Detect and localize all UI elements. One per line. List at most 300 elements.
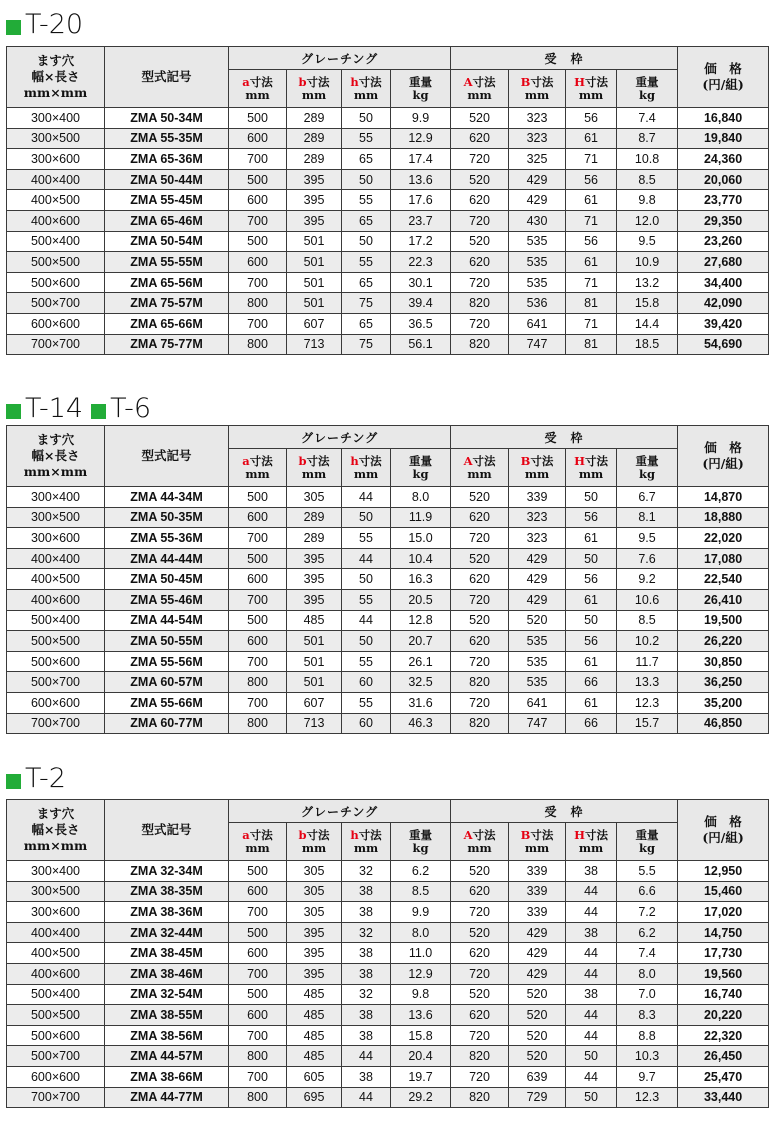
cell-frame-h: 66 [566,672,617,693]
cell-hole-size: 400×500 [7,190,105,211]
cell-frame-h: 44 [566,943,617,964]
cell-model-code: ZMA 50-55M [105,631,229,652]
cell-grating-weight: 9.9 [391,108,451,129]
cell-frame-h: 50 [566,548,617,569]
cell-grating-a: 500 [229,548,287,569]
cell-frame-b: 339 [509,881,566,902]
cell-hole-size: 500×500 [7,631,105,652]
cell-price: 36,250 [678,672,769,693]
cell-hole-size: 400×400 [7,548,105,569]
header-hole-size: ます穴 幅×長さ mm×mm [7,47,105,108]
cell-frame-a: 620 [451,128,509,149]
table-row [7,252,769,273]
cell-hole-size: 300×600 [7,528,105,549]
cell-grating-h: 44 [342,487,391,508]
load-class-title: T-14 [25,393,84,424]
cell-hole-size: 400×600 [7,589,105,610]
cell-grating-a: 700 [229,651,287,672]
cell-grating-weight: 12.9 [391,963,451,984]
cell-frame-h: 71 [566,272,617,293]
cell-grating-h: 44 [342,1087,391,1108]
cell-frame-b: 535 [509,272,566,293]
cell-model-code: ZMA 38-46M [105,963,229,984]
cell-grating-weight: 22.3 [391,252,451,273]
cell-frame-weight: 6.6 [617,881,678,902]
table-row [7,692,769,713]
cell-frame-b: 641 [509,692,566,713]
cell-grating-b: 501 [287,252,342,273]
table-row [7,1087,769,1108]
header-model-code: 型式記号 [105,47,229,108]
cell-price: 19,560 [678,963,769,984]
cell-frame-weight: 9.5 [617,231,678,252]
cell-grating-b: 305 [287,861,342,882]
cell-grating-b: 605 [287,1066,342,1087]
cell-grating-h: 38 [342,1025,391,1046]
cell-frame-a: 620 [451,1005,509,1026]
cell-price: 23,770 [678,190,769,211]
cell-grating-h: 55 [342,692,391,713]
cell-grating-a: 700 [229,589,287,610]
load-class-title: T-20 [25,9,84,40]
cell-price: 23,260 [678,231,769,252]
cell-frame-b: 430 [509,210,566,231]
cell-grating-weight: 8.0 [391,487,451,508]
cell-model-code: ZMA 55-36M [105,528,229,549]
table-row [7,589,769,610]
header-weight: 重量 kg [617,449,678,487]
cell-frame-h: 44 [566,1025,617,1046]
cell-grating-weight: 13.6 [391,169,451,190]
cell-frame-b: 535 [509,631,566,652]
cell-grating-a: 700 [229,1025,287,1046]
cell-model-code: ZMA 38-35M [105,881,229,902]
table-row [7,210,769,231]
cell-frame-a: 520 [451,861,509,882]
cell-hole-size: 300×600 [7,149,105,170]
cell-hole-size: 400×500 [7,569,105,590]
cell-frame-weight: 10.2 [617,631,678,652]
cell-frame-a: 620 [451,190,509,211]
cell-price: 20,220 [678,1005,769,1026]
table-row [7,713,769,734]
cell-price: 26,450 [678,1046,769,1067]
cell-frame-b: 323 [509,507,566,528]
cell-frame-weight: 8.3 [617,1005,678,1026]
cell-frame-a: 720 [451,528,509,549]
header-B-dim: B寸法 mm [509,449,566,487]
cell-grating-b: 395 [287,190,342,211]
cell-frame-b: 429 [509,569,566,590]
cell-frame-weight: 10.6 [617,589,678,610]
cell-frame-h: 81 [566,293,617,314]
cell-price: 27,680 [678,252,769,273]
cell-hole-size: 600×600 [7,313,105,334]
cell-hole-size: 400×500 [7,943,105,964]
cell-frame-b: 339 [509,487,566,508]
cell-hole-size: 300×500 [7,507,105,528]
cell-frame-weight: 8.5 [617,610,678,631]
table-row [7,507,769,528]
cell-grating-a: 600 [229,507,287,528]
cell-price: 17,080 [678,548,769,569]
cell-frame-h: 44 [566,1005,617,1026]
cell-frame-a: 520 [451,610,509,631]
cell-frame-b: 339 [509,902,566,923]
cell-grating-weight: 17.2 [391,231,451,252]
cell-grating-h: 44 [342,610,391,631]
cell-grating-a: 600 [229,881,287,902]
header-frame: 受 枠 [451,47,678,70]
cell-frame-h: 50 [566,610,617,631]
cell-frame-a: 520 [451,487,509,508]
cell-grating-b: 289 [287,149,342,170]
cell-frame-a: 620 [451,507,509,528]
cell-frame-h: 38 [566,922,617,943]
cell-grating-weight: 32.5 [391,672,451,693]
cell-grating-h: 65 [342,210,391,231]
cell-grating-b: 395 [287,569,342,590]
cell-frame-a: 720 [451,692,509,713]
cell-model-code: ZMA 44-77M [105,1087,229,1108]
cell-grating-h: 50 [342,169,391,190]
header-weight: 重量 kg [391,449,451,487]
cell-frame-weight: 7.0 [617,984,678,1005]
cell-frame-weight: 13.3 [617,672,678,693]
cell-model-code: ZMA 44-54M [105,610,229,631]
cell-frame-weight: 8.5 [617,169,678,190]
cell-grating-a: 500 [229,108,287,129]
table-row [7,334,769,355]
cell-grating-b: 289 [287,128,342,149]
cell-frame-weight: 8.0 [617,963,678,984]
cell-frame-weight: 7.6 [617,548,678,569]
cell-grating-h: 65 [342,313,391,334]
header-grating: グレーチング [229,47,451,70]
cell-grating-a: 500 [229,861,287,882]
cell-price: 39,420 [678,313,769,334]
cell-frame-weight: 12.3 [617,692,678,713]
cell-frame-b: 520 [509,1025,566,1046]
table-row [7,293,769,314]
cell-frame-weight: 10.8 [617,149,678,170]
cell-grating-b: 395 [287,589,342,610]
cell-frame-b: 747 [509,713,566,734]
cell-grating-b: 607 [287,313,342,334]
cell-grating-weight: 8.5 [391,881,451,902]
cell-frame-a: 720 [451,210,509,231]
cell-grating-b: 395 [287,210,342,231]
cell-grating-a: 600 [229,569,287,590]
cell-frame-h: 61 [566,190,617,211]
cell-price: 54,690 [678,334,769,355]
table-row [7,1025,769,1046]
cell-frame-h: 50 [566,487,617,508]
cell-grating-a: 500 [229,610,287,631]
cell-grating-weight: 9.9 [391,902,451,923]
cell-frame-b: 429 [509,169,566,190]
cell-model-code: ZMA 32-34M [105,861,229,882]
table-row [7,651,769,672]
cell-frame-h: 61 [566,692,617,713]
cell-frame-weight: 12.3 [617,1087,678,1108]
cell-frame-h: 56 [566,108,617,129]
cell-grating-weight: 11.9 [391,507,451,528]
table-row [7,861,769,882]
cell-grating-b: 395 [287,943,342,964]
cell-grating-h: 50 [342,569,391,590]
cell-model-code: ZMA 50-45M [105,569,229,590]
cell-model-code: ZMA 55-35M [105,128,229,149]
cell-frame-weight: 8.8 [617,1025,678,1046]
cell-grating-weight: 20.4 [391,1046,451,1067]
cell-grating-b: 395 [287,922,342,943]
cell-price: 15,460 [678,881,769,902]
cell-frame-a: 820 [451,334,509,355]
cell-model-code: ZMA 60-57M [105,672,229,693]
cell-grating-h: 38 [342,881,391,902]
table-row [7,569,769,590]
cell-model-code: ZMA 50-44M [105,169,229,190]
cell-frame-b: 325 [509,149,566,170]
cell-price: 20,060 [678,169,769,190]
header-H-dim: H寸法 mm [566,449,617,487]
header-h-dim: h寸法 mm [342,823,391,861]
cell-frame-h: 71 [566,313,617,334]
cell-frame-b: 429 [509,589,566,610]
header-grating: グレーチング [229,800,451,823]
cell-frame-h: 56 [566,631,617,652]
cell-hole-size: 400×400 [7,169,105,190]
cell-hole-size: 400×600 [7,963,105,984]
cell-frame-a: 520 [451,108,509,129]
cell-grating-b: 501 [287,631,342,652]
table-row [7,231,769,252]
cell-frame-weight: 6.2 [617,922,678,943]
header-A-dim: A寸法 mm [451,823,509,861]
cell-grating-h: 32 [342,922,391,943]
cell-frame-b: 535 [509,252,566,273]
table-row [7,943,769,964]
cell-grating-a: 500 [229,922,287,943]
cell-grating-b: 501 [287,293,342,314]
cell-frame-a: 620 [451,252,509,273]
section-title [6,758,74,794]
cell-grating-b: 289 [287,507,342,528]
spec-table [6,46,769,355]
cell-model-code: ZMA 38-56M [105,1025,229,1046]
cell-hole-size: 300×400 [7,108,105,129]
cell-model-code: ZMA 44-57M [105,1046,229,1067]
table-row [7,922,769,943]
cell-grating-a: 800 [229,1046,287,1067]
cell-frame-b: 323 [509,528,566,549]
cell-grating-h: 38 [342,902,391,923]
cell-grating-b: 395 [287,169,342,190]
header-B-dim: B寸法 mm [509,70,566,108]
cell-grating-weight: 12.9 [391,128,451,149]
cell-frame-b: 535 [509,231,566,252]
header-grating: グレーチング [229,426,451,449]
cell-grating-h: 44 [342,548,391,569]
section-title [6,4,91,40]
cell-grating-weight: 23.7 [391,210,451,231]
cell-price: 29,350 [678,210,769,231]
cell-grating-a: 800 [229,334,287,355]
cell-frame-a: 720 [451,589,509,610]
header-A-dim: A寸法 mm [451,449,509,487]
cell-grating-weight: 17.4 [391,149,451,170]
cell-hole-size: 500×700 [7,293,105,314]
table-row [7,128,769,149]
cell-frame-b: 323 [509,128,566,149]
cell-frame-a: 620 [451,943,509,964]
cell-frame-weight: 10.9 [617,252,678,273]
table-row [7,1046,769,1067]
cell-frame-weight: 15.7 [617,713,678,734]
cell-frame-a: 520 [451,169,509,190]
cell-frame-h: 38 [566,861,617,882]
cell-grating-h: 44 [342,1046,391,1067]
cell-price: 25,470 [678,1066,769,1087]
table-row [7,984,769,1005]
cell-grating-a: 800 [229,293,287,314]
cell-grating-weight: 20.5 [391,589,451,610]
cell-price: 35,200 [678,692,769,713]
header-H-dim: H寸法 mm [566,70,617,108]
cell-frame-b: 520 [509,610,566,631]
cell-hole-size: 400×400 [7,922,105,943]
cell-grating-a: 600 [229,631,287,652]
cell-frame-b: 429 [509,190,566,211]
cell-grating-a: 500 [229,984,287,1005]
cell-frame-weight: 12.0 [617,210,678,231]
table-row [7,190,769,211]
cell-frame-h: 66 [566,713,617,734]
cell-hole-size: 500×600 [7,651,105,672]
table-row [7,963,769,984]
cell-price: 17,730 [678,943,769,964]
cell-frame-a: 820 [451,1046,509,1067]
cell-frame-weight: 7.4 [617,108,678,129]
cell-frame-a: 820 [451,713,509,734]
green-square-icon [91,404,106,419]
header-a-dim: a寸法 mm [229,70,287,108]
cell-grating-a: 600 [229,252,287,273]
cell-model-code: ZMA 32-44M [105,922,229,943]
cell-price: 14,750 [678,922,769,943]
cell-grating-b: 485 [287,1025,342,1046]
cell-hole-size: 600×600 [7,1066,105,1087]
cell-hole-size: 700×700 [7,1087,105,1108]
cell-grating-a: 700 [229,963,287,984]
cell-model-code: ZMA 44-44M [105,548,229,569]
header-weight: 重量 kg [391,70,451,108]
cell-frame-a: 820 [451,293,509,314]
cell-grating-b: 695 [287,1087,342,1108]
table-row [7,881,769,902]
cell-grating-b: 501 [287,651,342,672]
cell-frame-a: 720 [451,651,509,672]
header-weight: 重量 kg [617,823,678,861]
table-row [7,108,769,129]
green-square-icon [6,774,21,789]
cell-model-code: ZMA 65-46M [105,210,229,231]
cell-frame-h: 56 [566,169,617,190]
cell-hole-size: 700×700 [7,713,105,734]
cell-grating-weight: 13.6 [391,1005,451,1026]
cell-hole-size: 600×600 [7,692,105,713]
cell-frame-h: 61 [566,528,617,549]
cell-frame-h: 71 [566,149,617,170]
cell-grating-b: 289 [287,108,342,129]
cell-frame-h: 56 [566,231,617,252]
cell-grating-h: 38 [342,1066,391,1087]
table-row [7,902,769,923]
cell-grating-weight: 10.4 [391,548,451,569]
cell-frame-weight: 7.4 [617,943,678,964]
cell-model-code: ZMA 75-77M [105,334,229,355]
cell-hole-size: 700×700 [7,334,105,355]
cell-price: 19,840 [678,128,769,149]
cell-model-code: ZMA 55-45M [105,190,229,211]
spec-table [6,425,769,734]
cell-grating-b: 305 [287,487,342,508]
header-a-dim: a寸法 mm [229,449,287,487]
cell-frame-weight: 7.2 [617,902,678,923]
header-price: 価 格 (円/組) [678,47,769,108]
table-row [7,169,769,190]
cell-frame-weight: 9.5 [617,528,678,549]
cell-grating-h: 38 [342,963,391,984]
cell-grating-weight: 15.8 [391,1025,451,1046]
cell-grating-h: 50 [342,507,391,528]
cell-grating-h: 75 [342,334,391,355]
cell-frame-b: 536 [509,293,566,314]
section-title [6,388,159,424]
table-row [7,672,769,693]
cell-model-code: ZMA 65-56M [105,272,229,293]
cell-price: 42,090 [678,293,769,314]
cell-grating-h: 65 [342,149,391,170]
cell-model-code: ZMA 50-54M [105,231,229,252]
cell-frame-a: 520 [451,984,509,1005]
cell-frame-h: 81 [566,334,617,355]
cell-frame-b: 429 [509,548,566,569]
cell-frame-weight: 6.7 [617,487,678,508]
cell-grating-weight: 20.7 [391,631,451,652]
cell-grating-h: 60 [342,672,391,693]
cell-frame-b: 535 [509,651,566,672]
header-H-dim: H寸法 mm [566,823,617,861]
load-class-title: T-6 [110,393,152,424]
cell-price: 16,740 [678,984,769,1005]
cell-grating-weight: 19.7 [391,1066,451,1087]
cell-grating-a: 700 [229,692,287,713]
cell-frame-b: 520 [509,1046,566,1067]
cell-grating-a: 800 [229,713,287,734]
cell-grating-h: 55 [342,190,391,211]
cell-frame-h: 44 [566,1066,617,1087]
cell-grating-b: 305 [287,881,342,902]
cell-hole-size: 500×500 [7,1005,105,1026]
cell-frame-h: 71 [566,210,617,231]
cell-grating-weight: 39.4 [391,293,451,314]
cell-hole-size: 400×600 [7,210,105,231]
cell-grating-b: 485 [287,1005,342,1026]
header-b-dim: b寸法 mm [287,449,342,487]
cell-price: 26,220 [678,631,769,652]
